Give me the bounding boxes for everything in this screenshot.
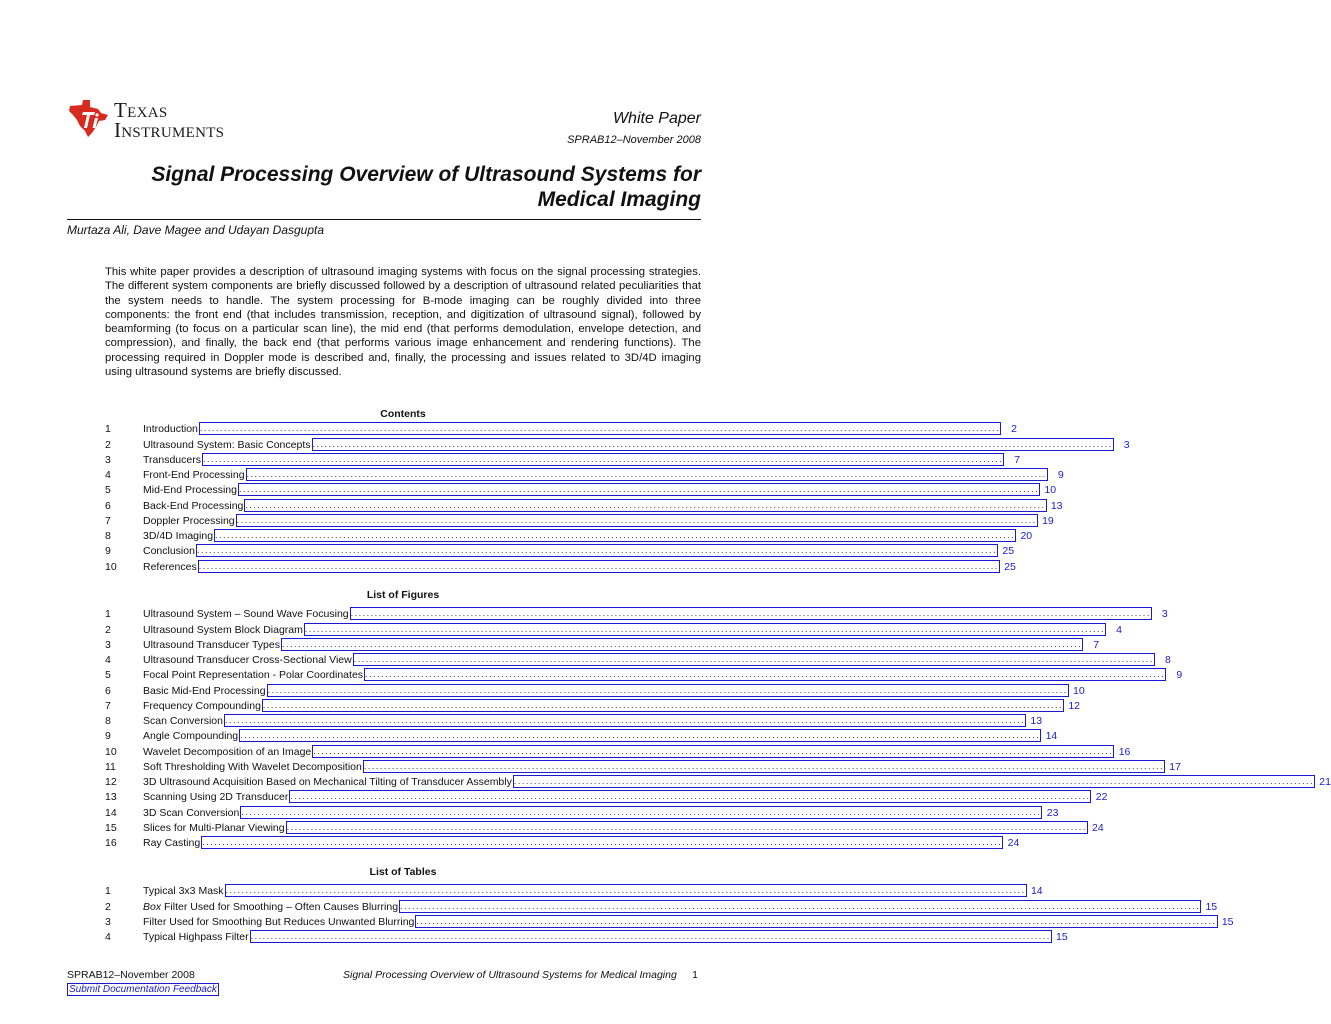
figure-entry xyxy=(105,712,1043,727)
figure-title: Angle Compounding xyxy=(143,730,239,743)
dot-leader: ........................................................................................................................................................................................................ xyxy=(199,423,1000,434)
table-entry xyxy=(105,897,1218,913)
contents-link[interactable] xyxy=(143,453,1020,466)
contents-page-number: 2 xyxy=(1011,423,1017,436)
figure-number: 14 xyxy=(105,806,117,819)
contents-entry xyxy=(105,435,1130,451)
figure-number: 15 xyxy=(105,821,117,834)
figure-link[interactable] xyxy=(143,729,1057,742)
document-title: Signal Processing Overview of Ultrasound Systems for Medical Imaging xyxy=(151,163,701,211)
dot-leader: ........................................................................................................................................................................................................ xyxy=(365,669,1166,680)
contents-page-number: 3 xyxy=(1123,438,1130,451)
table-title: Typical 3x3 Mask xyxy=(143,885,224,898)
figure-title: Scan Conversion xyxy=(143,715,223,727)
contents-title: Back-End Processing xyxy=(143,499,244,512)
figure-title: Ultrasound System Block Diagram xyxy=(143,623,303,636)
contents-heading: Contents xyxy=(380,408,426,420)
table-page-number: 15 xyxy=(1205,900,1218,913)
dot-leader: ........................................................................................................................................................................................................ xyxy=(286,821,1087,832)
figure-title: Frequency Compounding xyxy=(143,699,261,712)
figures-heading: List of Figures xyxy=(366,589,440,601)
figure-number: 4 xyxy=(105,654,111,666)
figure-entry xyxy=(105,819,1104,834)
contents-page-number: 20 xyxy=(1020,530,1033,542)
logo-text-line1: Texas xyxy=(114,98,168,122)
dot-leader: ........................................................................................................................................................................................................ xyxy=(400,900,1201,911)
figure-page-number: 3 xyxy=(1161,608,1168,621)
figure-entry xyxy=(105,620,1122,636)
contents-title: Front-End Processing xyxy=(143,469,245,481)
contents-link[interactable] xyxy=(143,514,1054,527)
contents-number: 2 xyxy=(105,438,111,451)
figure-entry xyxy=(105,758,1181,773)
contents-title: Introduction xyxy=(143,423,198,436)
contents-link[interactable] xyxy=(143,499,1063,512)
figure-page-number: 7 xyxy=(1093,638,1100,651)
figure-page-number: 17 xyxy=(1169,760,1181,773)
contents-title: 3D/4D Imaging xyxy=(143,530,214,542)
contents-link[interactable] xyxy=(143,544,1014,557)
contents-page-number: 13 xyxy=(1050,499,1063,512)
footer-page-number: 1 xyxy=(692,969,698,981)
figure-entry xyxy=(105,697,1081,712)
table-number: 1 xyxy=(105,885,111,898)
contents-link[interactable] xyxy=(143,422,1017,435)
document-number: SPRAB12–November 2008 xyxy=(567,134,701,146)
table-link[interactable] xyxy=(143,900,1217,913)
figure-title: Wavelet Decomposition of an Image xyxy=(143,745,312,758)
dot-leader: ........................................................................................................................................................................................................ xyxy=(246,469,1047,479)
figure-number: 13 xyxy=(105,791,117,804)
table-link[interactable] xyxy=(143,915,1234,928)
contents-page-number: 25 xyxy=(1002,545,1015,558)
figure-entry xyxy=(105,636,1100,651)
dot-leader: ........................................................................................................................................................................................................ xyxy=(198,560,999,571)
figure-page-number: 10 xyxy=(1072,684,1085,697)
contents-link[interactable] xyxy=(143,560,1016,573)
figure-page-number: 13 xyxy=(1030,715,1043,727)
figure-entry xyxy=(105,773,1331,788)
figure-title: Ultrasound System – Sound Wave Focusing xyxy=(143,608,349,621)
dot-leader: ........................................................................................................................................................................................................ xyxy=(290,791,1091,802)
figure-number: 11 xyxy=(105,760,116,773)
contents-page-number: 25 xyxy=(1004,560,1016,573)
table-entry xyxy=(105,882,1043,898)
table-page-number: 15 xyxy=(1056,931,1068,943)
contents-entry xyxy=(105,496,1063,512)
figure-page-number: 16 xyxy=(1118,745,1131,758)
table-link[interactable] xyxy=(143,884,1043,897)
figure-entry xyxy=(105,605,1168,621)
figures-list xyxy=(105,605,1331,849)
contents-number: 5 xyxy=(105,484,111,497)
dot-leader: ........................................................................................................................................................................................................ xyxy=(238,484,1040,495)
ti-map-icon xyxy=(68,98,110,138)
contents-number: 3 xyxy=(105,453,111,466)
figure-entry xyxy=(105,803,1059,819)
dot-leader: ........................................................................................................................................................................................................ xyxy=(363,760,1164,771)
table-title: Box Filter Used for Smoothing – Often Causes Blurring xyxy=(143,900,399,913)
figure-link[interactable] xyxy=(143,668,1182,681)
contents-link[interactable] xyxy=(143,529,1032,542)
table-title: Typical Highpass Filter xyxy=(143,931,249,943)
contents-link[interactable] xyxy=(143,483,1056,496)
figure-link[interactable] xyxy=(143,760,1181,773)
figure-link[interactable] xyxy=(143,623,1122,636)
figure-page-number: 23 xyxy=(1046,806,1059,819)
document-type: White Paper xyxy=(612,110,701,127)
dot-leader: ........................................................................................................................................................................................................ xyxy=(196,545,998,556)
contents-page-number: 9 xyxy=(1057,469,1064,481)
contents-title: Doppler Processing xyxy=(143,514,235,527)
contents-number: 6 xyxy=(105,499,111,512)
figure-entry xyxy=(105,742,1131,758)
figure-link[interactable] xyxy=(143,821,1104,834)
dot-leader: ........................................................................................................................................................................................................ xyxy=(312,438,1113,449)
contents-title: References xyxy=(143,560,197,573)
dot-leader: ........................................................................................................................................................................................................ xyxy=(224,715,1026,725)
contents-number: 4 xyxy=(105,469,111,481)
figure-link[interactable] xyxy=(143,775,1331,788)
contents-number: 7 xyxy=(105,514,111,527)
dot-leader: ........................................................................................................................................................................................................ xyxy=(240,730,1041,741)
contents-number: 9 xyxy=(105,545,111,558)
contents-entry xyxy=(105,512,1054,527)
figure-number: 3 xyxy=(105,638,111,651)
figure-entry xyxy=(105,651,1171,666)
figure-link[interactable] xyxy=(143,607,1168,620)
contents-link[interactable] xyxy=(143,438,1130,451)
contents-number: 8 xyxy=(105,530,111,542)
figure-title: Ultrasound Transducer Types xyxy=(143,638,280,651)
dot-leader: ........................................................................................................................................................................................................ xyxy=(350,608,1151,619)
figure-page-number: 24 xyxy=(1092,821,1104,834)
figure-entry xyxy=(105,788,1108,804)
figure-title: Slices for Multi-Planar Viewing xyxy=(143,821,285,834)
figure-number: 7 xyxy=(105,699,111,712)
figure-page-number: 14 xyxy=(1045,730,1058,743)
figure-page-number: 24 xyxy=(1007,837,1020,849)
texas-instruments-logo xyxy=(68,98,268,142)
figure-link[interactable] xyxy=(143,790,1107,803)
table-number: 2 xyxy=(105,900,111,913)
table-page-number: 15 xyxy=(1221,915,1234,928)
figure-title: Ray Casting xyxy=(143,837,201,849)
table-number: 4 xyxy=(105,931,111,943)
contents-page-number: 7 xyxy=(1014,453,1021,466)
figure-number: 9 xyxy=(105,730,111,743)
figure-title: Scanning Using 2D Transducer xyxy=(143,791,289,804)
contents-entry xyxy=(105,451,1021,466)
contents-page-number: 10 xyxy=(1044,484,1057,497)
footer-doc-title: Signal Processing Overview of Ultrasound Systems for Medical Imaging xyxy=(343,969,677,981)
figure-page-number: 4 xyxy=(1116,623,1122,636)
table-entry xyxy=(105,913,1234,928)
figure-title: 3D Scan Conversion xyxy=(143,806,240,819)
contents-title: Transducers xyxy=(143,453,201,466)
table-entry xyxy=(105,928,1068,943)
dot-leader: ........................................................................................................................................................................................................ xyxy=(353,654,1154,664)
figure-page-number: 8 xyxy=(1165,654,1171,666)
tables-heading: List of Tables xyxy=(369,866,437,878)
figure-title: Ultrasound Transducer Cross-Sectional View xyxy=(143,654,352,666)
contents-entry xyxy=(105,542,1015,558)
figure-page-number: 9 xyxy=(1176,669,1183,682)
figure-number: 5 xyxy=(105,669,111,682)
figure-page-number: 22 xyxy=(1095,791,1108,804)
authors: Murtaza Ali, Dave Magee and Udayan Dasgupta xyxy=(67,223,325,237)
figure-link[interactable] xyxy=(143,653,1171,666)
dot-leader: ........................................................................................................................................................................................................ xyxy=(225,885,1026,896)
table-link[interactable] xyxy=(143,930,1068,943)
dot-leader: ........................................................................................................................................................................................................ xyxy=(202,837,1003,847)
figure-number: 1 xyxy=(105,608,111,621)
figure-number: 10 xyxy=(105,745,117,758)
dot-leader: ........................................................................................................................................................................................................ xyxy=(262,699,1064,710)
figure-page-number: 12 xyxy=(1068,699,1081,712)
figure-entry xyxy=(105,727,1058,743)
contents-entry xyxy=(105,557,1016,573)
dot-leader: ........................................................................................................................................................................................................ xyxy=(241,806,1042,817)
tables-list xyxy=(105,882,1234,943)
dot-leader: ........................................................................................................................................................................................................ xyxy=(236,514,1037,525)
figure-number: 8 xyxy=(105,715,111,727)
figure-number: 2 xyxy=(105,623,111,636)
dot-leader: ........................................................................................................................................................................................................ xyxy=(267,684,1068,695)
figure-link[interactable] xyxy=(143,684,1085,697)
figure-link[interactable] xyxy=(143,714,1042,727)
contents-entry xyxy=(105,466,1064,481)
contents-list xyxy=(105,420,1130,573)
figure-number: 12 xyxy=(105,776,117,788)
figure-title: Soft Thresholding With Wavelet Decomposition xyxy=(143,760,362,773)
figure-number: 16 xyxy=(105,837,117,849)
figure-link[interactable] xyxy=(143,745,1130,758)
dot-leader: ........................................................................................................................................................................................................ xyxy=(215,530,1016,540)
figure-entry xyxy=(105,681,1085,697)
contents-number: 10 xyxy=(105,560,117,573)
contents-title: Mid-End Processing xyxy=(143,484,237,497)
dot-leader: ........................................................................................................................................................................................................ xyxy=(313,745,1114,756)
figure-entry xyxy=(105,834,1020,849)
table-page-number: 14 xyxy=(1030,885,1043,898)
figure-link[interactable] xyxy=(143,638,1099,651)
figure-title: Focal Point Representation - Polar Coordinates xyxy=(143,669,364,682)
table-number: 3 xyxy=(105,915,111,928)
dot-leader: ........................................................................................................................................................................................................ xyxy=(513,776,1314,786)
dot-leader: ........................................................................................................................................................................................................ xyxy=(202,453,1004,464)
footer-doc-number: SPRAB12–November 2008 xyxy=(67,969,195,981)
contents-entry xyxy=(105,420,1017,436)
figure-entry xyxy=(105,666,1183,682)
contents-title: Conclusion xyxy=(143,545,195,558)
title-rule xyxy=(67,219,701,220)
contents-entry xyxy=(105,527,1033,542)
figure-link[interactable] xyxy=(143,836,1019,849)
figure-link[interactable] xyxy=(143,806,1058,819)
abstract: This white paper provides a description of ultrasound imaging systems with focus on the signal processing strategies. The different system components are briefly discussed followed by a description of ultrasound related peculiarities that the system needs to handle. The system processing for B-mode imaging can be roughly divided into three components: the front end (that includes transmission, reception, and digitization of ultrasound signal), followed by beamforming (to focus on a particular scan line), the mid end (that performs demodulation, envelope detection, and compression), and finally, the back end (that performs various image enhancement and rendering functions). The processing required in Doppler mode is described and, finally, the processing and issues related to 3D/4D imaging using ultrasound systems are briefly discussed. xyxy=(105,266,701,379)
figure-number: 6 xyxy=(105,684,111,697)
figure-link[interactable] xyxy=(143,699,1080,712)
contents-number: 1 xyxy=(105,423,111,436)
figure-title: Basic Mid-End Processing xyxy=(143,684,266,697)
dot-leader: ........................................................................................................................................................................................................ xyxy=(281,638,1083,649)
logo-text-line2: Instruments xyxy=(114,118,225,142)
contents-page-number: 19 xyxy=(1042,514,1054,527)
contents-link[interactable] xyxy=(143,468,1064,481)
dot-leader: ........................................................................................................................................................................................................ xyxy=(304,623,1105,634)
dot-leader: ........................................................................................................................................................................................................ xyxy=(250,931,1051,941)
figure-page-number: 21 xyxy=(1319,776,1331,788)
contents-entry xyxy=(105,481,1057,497)
dot-leader: ........................................................................................................................................................................................................ xyxy=(416,915,1217,926)
table-title: Filter Used for Smoothing But Reduces Unwanted Blurring xyxy=(143,915,415,928)
submit-feedback-link[interactable]: Submit Documentation Feedback xyxy=(69,984,217,995)
figure-title: 3D Ultrasound Acquisition Based on Mechanical Tilting of Transducer Assembly xyxy=(143,776,512,788)
contents-title: Ultrasound System: Basic Concepts xyxy=(143,438,311,451)
dot-leader: ........................................................................................................................................................................................................ xyxy=(245,499,1046,510)
